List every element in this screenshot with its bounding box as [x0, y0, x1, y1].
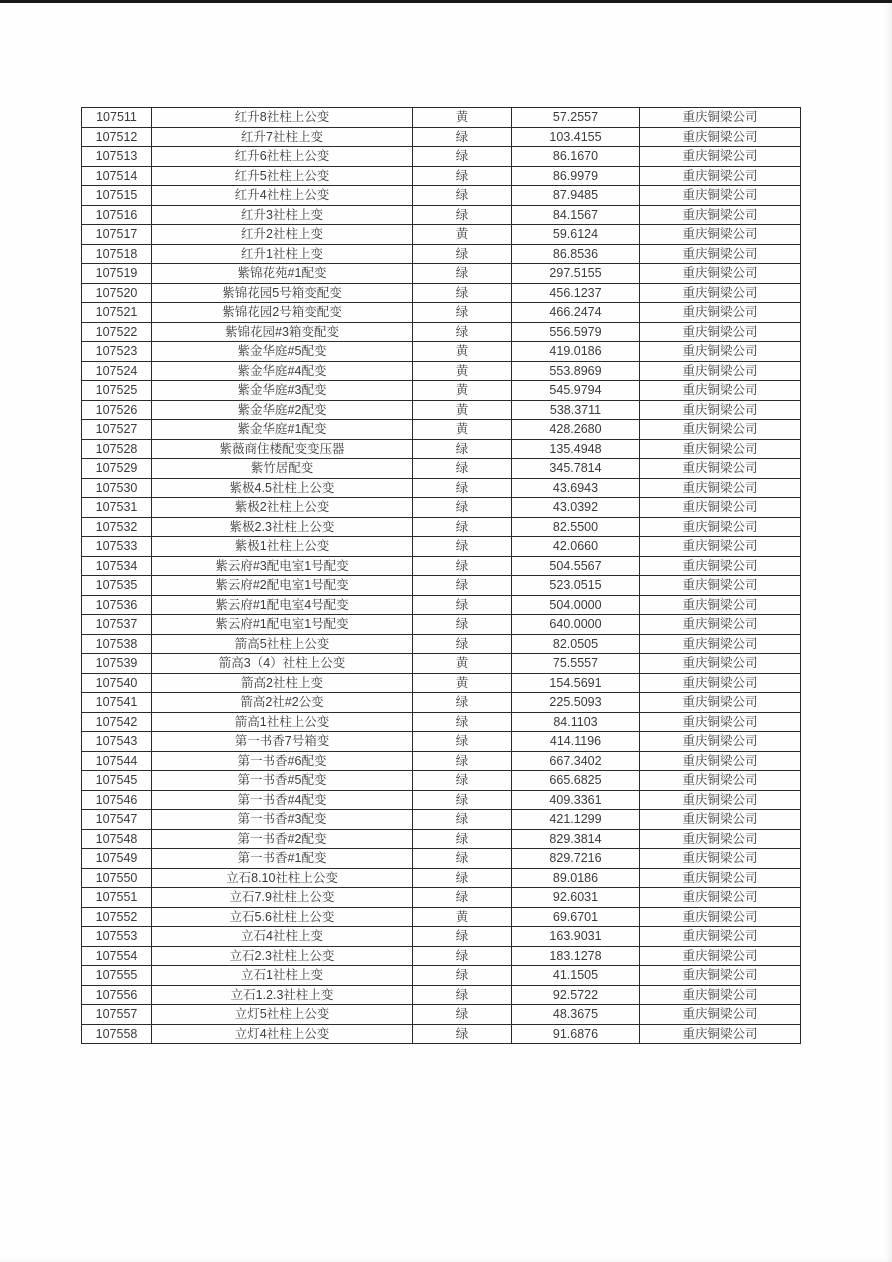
cell-status-flag: 绿: [413, 186, 512, 206]
cell-transformer-name: 紫云府#1配电室1号配变: [152, 615, 413, 635]
cell-transformer-name: 紫金华庭#2配变: [152, 400, 413, 420]
cell-load-value: 82.5500: [512, 517, 640, 537]
cell-transformer-name: 第一书香7号箱变: [152, 732, 413, 752]
cell-status-flag: 绿: [413, 595, 512, 615]
table-row: [82, 771, 801, 791]
cell-record-id: 107520: [82, 283, 152, 303]
cell-status-flag: 绿: [413, 576, 512, 596]
cell-company-name: 重庆铜梁公司: [640, 595, 801, 615]
cell-load-value: 92.6031: [512, 888, 640, 908]
table-row: [82, 225, 801, 245]
cell-company-name: 重庆铜梁公司: [640, 927, 801, 947]
table-row: [82, 868, 801, 888]
cell-load-value: 553.8969: [512, 361, 640, 381]
cell-record-id: 107530: [82, 478, 152, 498]
cell-load-value: 43.0392: [512, 498, 640, 518]
table-row: [82, 751, 801, 771]
table-row: [82, 381, 801, 401]
cell-status-flag: 绿: [413, 1024, 512, 1044]
table-row: [82, 615, 801, 635]
cell-record-id: 107549: [82, 849, 152, 869]
table-row: [82, 478, 801, 498]
cell-record-id: 107542: [82, 712, 152, 732]
cell-company-name: 重庆铜梁公司: [640, 537, 801, 557]
table-row: [82, 205, 801, 225]
cell-company-name: 重庆铜梁公司: [640, 205, 801, 225]
cell-load-value: 297.5155: [512, 264, 640, 284]
cell-record-id: 107547: [82, 810, 152, 830]
cell-load-value: 456.1237: [512, 283, 640, 303]
cell-company-name: 重庆铜梁公司: [640, 829, 801, 849]
cell-company-name: 重庆铜梁公司: [640, 478, 801, 498]
cell-status-flag: 绿: [413, 1005, 512, 1025]
cell-record-id: 107535: [82, 576, 152, 596]
cell-record-id: 107525: [82, 381, 152, 401]
cell-company-name: 重庆铜梁公司: [640, 342, 801, 362]
table-row: [82, 556, 801, 576]
cell-load-value: 92.5722: [512, 985, 640, 1005]
table-row: [82, 829, 801, 849]
cell-company-name: 重庆铜梁公司: [640, 888, 801, 908]
cell-company-name: 重庆铜梁公司: [640, 771, 801, 791]
cell-company-name: 重庆铜梁公司: [640, 673, 801, 693]
cell-load-value: 103.4155: [512, 127, 640, 147]
table-row: [82, 810, 801, 830]
cell-load-value: 135.4948: [512, 439, 640, 459]
cell-load-value: 345.7814: [512, 459, 640, 479]
transformer-records-table: [81, 107, 801, 1044]
cell-transformer-name: 红升4社柱上公变: [152, 186, 413, 206]
cell-record-id: 107519: [82, 264, 152, 284]
cell-status-flag: 黄: [413, 673, 512, 693]
cell-load-value: 42.0660: [512, 537, 640, 557]
table-row: [82, 186, 801, 206]
table-row: [82, 283, 801, 303]
cell-record-id: 107548: [82, 829, 152, 849]
cell-transformer-name: 箭高2社#2公变: [152, 693, 413, 713]
table-row: [82, 439, 801, 459]
cell-status-flag: 绿: [413, 946, 512, 966]
cell-company-name: 重庆铜梁公司: [640, 985, 801, 1005]
table-row: [82, 634, 801, 654]
cell-transformer-name: 紫薇商住楼配变变压器: [152, 439, 413, 459]
table-row: [82, 342, 801, 362]
cell-status-flag: 绿: [413, 849, 512, 869]
table-row: [82, 420, 801, 440]
cell-load-value: 409.3361: [512, 790, 640, 810]
cell-load-value: 43.6943: [512, 478, 640, 498]
cell-transformer-name: 立灯4社柱上公变: [152, 1024, 413, 1044]
cell-transformer-name: 紫金华庭#5配变: [152, 342, 413, 362]
cell-transformer-name: 立石4社柱上变: [152, 927, 413, 947]
cell-load-value: 225.5093: [512, 693, 640, 713]
cell-load-value: 545.9794: [512, 381, 640, 401]
table-row: [82, 576, 801, 596]
cell-transformer-name: 紫云府#3配电室1号配变: [152, 556, 413, 576]
cell-company-name: 重庆铜梁公司: [640, 186, 801, 206]
cell-load-value: 59.6124: [512, 225, 640, 245]
cell-transformer-name: 立灯5社柱上公变: [152, 1005, 413, 1025]
table-row: [82, 985, 801, 1005]
cell-record-id: 107537: [82, 615, 152, 635]
cell-company-name: 重庆铜梁公司: [640, 576, 801, 596]
cell-transformer-name: 第一书香#5配变: [152, 771, 413, 791]
cell-transformer-name: 紫极2社柱上公变: [152, 498, 413, 518]
cell-status-flag: 绿: [413, 283, 512, 303]
cell-company-name: 重庆铜梁公司: [640, 166, 801, 186]
cell-record-id: 107528: [82, 439, 152, 459]
cell-status-flag: 绿: [413, 264, 512, 284]
cell-company-name: 重庆铜梁公司: [640, 634, 801, 654]
table-row: [82, 244, 801, 264]
cell-transformer-name: 第一书香#2配变: [152, 829, 413, 849]
cell-record-id: 107554: [82, 946, 152, 966]
cell-status-flag: 绿: [413, 303, 512, 323]
cell-record-id: 107538: [82, 634, 152, 654]
cell-company-name: 重庆铜梁公司: [640, 946, 801, 966]
cell-load-value: 69.6701: [512, 907, 640, 927]
cell-record-id: 107550: [82, 868, 152, 888]
cell-load-value: 504.0000: [512, 595, 640, 615]
cell-status-flag: 绿: [413, 615, 512, 635]
cell-load-value: 829.7216: [512, 849, 640, 869]
cell-status-flag: 绿: [413, 459, 512, 479]
cell-status-flag: 绿: [413, 439, 512, 459]
cell-transformer-name: 紫锦花苑#1配变: [152, 264, 413, 284]
cell-transformer-name: 紫锦花园2号箱变配变: [152, 303, 413, 323]
table-row: [82, 966, 801, 986]
cell-load-value: 86.8536: [512, 244, 640, 264]
cell-transformer-name: 红升5社柱上公变: [152, 166, 413, 186]
table-row: [82, 303, 801, 323]
cell-load-value: 154.5691: [512, 673, 640, 693]
cell-load-value: 504.5567: [512, 556, 640, 576]
cell-status-flag: 绿: [413, 244, 512, 264]
cell-company-name: 重庆铜梁公司: [640, 654, 801, 674]
cell-transformer-name: 箭高3（4）社柱上公变: [152, 654, 413, 674]
cell-transformer-name: 立石8.10社柱上公变: [152, 868, 413, 888]
table-row: [82, 654, 801, 674]
cell-company-name: 重庆铜梁公司: [640, 108, 801, 128]
cell-status-flag: 绿: [413, 790, 512, 810]
cell-status-flag: 绿: [413, 517, 512, 537]
cell-record-id: 107534: [82, 556, 152, 576]
cell-load-value: 82.0505: [512, 634, 640, 654]
cell-record-id: 107531: [82, 498, 152, 518]
cell-transformer-name: 紫锦花园#3箱变配变: [152, 322, 413, 342]
table-row: [82, 693, 801, 713]
cell-record-id: 107553: [82, 927, 152, 947]
cell-record-id: 107515: [82, 186, 152, 206]
cell-load-value: 57.2557: [512, 108, 640, 128]
cell-company-name: 重庆铜梁公司: [640, 147, 801, 167]
cell-load-value: 75.5557: [512, 654, 640, 674]
cell-status-flag: 绿: [413, 888, 512, 908]
cell-status-flag: 黄: [413, 108, 512, 128]
cell-status-flag: 绿: [413, 127, 512, 147]
cell-record-id: 107545: [82, 771, 152, 791]
cell-status-flag: 绿: [413, 829, 512, 849]
cell-load-value: 163.9031: [512, 927, 640, 947]
cell-company-name: 重庆铜梁公司: [640, 966, 801, 986]
cell-load-value: 419.0186: [512, 342, 640, 362]
cell-company-name: 重庆铜梁公司: [640, 439, 801, 459]
table-row: [82, 1005, 801, 1025]
cell-status-flag: 绿: [413, 732, 512, 752]
cell-record-id: 107511: [82, 108, 152, 128]
cell-transformer-name: 立石1.2.3社柱上变: [152, 985, 413, 1005]
cell-company-name: 重庆铜梁公司: [640, 615, 801, 635]
cell-record-id: 107544: [82, 751, 152, 771]
cell-status-flag: 绿: [413, 498, 512, 518]
cell-transformer-name: 紫极2.3社柱上公变: [152, 517, 413, 537]
cell-transformer-name: 箭高2社柱上变: [152, 673, 413, 693]
cell-load-value: 91.6876: [512, 1024, 640, 1044]
cell-status-flag: 绿: [413, 712, 512, 732]
cell-transformer-name: 第一书香#6配变: [152, 751, 413, 771]
table-row: [82, 712, 801, 732]
cell-record-id: 107546: [82, 790, 152, 810]
cell-company-name: 重庆铜梁公司: [640, 400, 801, 420]
cell-record-id: 107516: [82, 205, 152, 225]
cell-record-id: 107557: [82, 1005, 152, 1025]
cell-load-value: 667.3402: [512, 751, 640, 771]
cell-status-flag: 绿: [413, 147, 512, 167]
table-row: [82, 147, 801, 167]
cell-transformer-name: 红升6社柱上公变: [152, 147, 413, 167]
cell-status-flag: 黄: [413, 420, 512, 440]
cell-record-id: 107517: [82, 225, 152, 245]
cell-transformer-name: 红升7社柱上变: [152, 127, 413, 147]
cell-load-value: 183.1278: [512, 946, 640, 966]
cell-transformer-name: 红升2社柱上变: [152, 225, 413, 245]
table-row: [82, 1024, 801, 1044]
page-top-edge-bar: [0, 0, 892, 3]
cell-record-id: 107523: [82, 342, 152, 362]
cell-record-id: 107551: [82, 888, 152, 908]
cell-load-value: 84.1103: [512, 712, 640, 732]
cell-load-value: 86.1670: [512, 147, 640, 167]
cell-record-id: 107536: [82, 595, 152, 615]
cell-status-flag: 黄: [413, 225, 512, 245]
table-row: [82, 127, 801, 147]
cell-record-id: 107552: [82, 907, 152, 927]
cell-record-id: 107556: [82, 985, 152, 1005]
cell-transformer-name: 紫锦花园5号箱变配变: [152, 283, 413, 303]
cell-transformer-name: 立石1社柱上变: [152, 966, 413, 986]
cell-load-value: 665.6825: [512, 771, 640, 791]
cell-company-name: 重庆铜梁公司: [640, 732, 801, 752]
cell-record-id: 107558: [82, 1024, 152, 1044]
cell-transformer-name: 紫金华庭#3配变: [152, 381, 413, 401]
table-row: [82, 732, 801, 752]
cell-status-flag: 绿: [413, 166, 512, 186]
cell-status-flag: 绿: [413, 634, 512, 654]
cell-status-flag: 绿: [413, 322, 512, 342]
cell-record-id: 107513: [82, 147, 152, 167]
cell-record-id: 107529: [82, 459, 152, 479]
cell-transformer-name: 红升1社柱上变: [152, 244, 413, 264]
cell-company-name: 重庆铜梁公司: [640, 556, 801, 576]
cell-record-id: 107540: [82, 673, 152, 693]
table-row: [82, 322, 801, 342]
cell-company-name: 重庆铜梁公司: [640, 517, 801, 537]
cell-load-value: 414.1196: [512, 732, 640, 752]
cell-transformer-name: 红升3社柱上变: [152, 205, 413, 225]
cell-transformer-name: 紫金华庭#4配变: [152, 361, 413, 381]
table-row: [82, 108, 801, 128]
cell-company-name: 重庆铜梁公司: [640, 127, 801, 147]
cell-status-flag: 绿: [413, 751, 512, 771]
table-row: [82, 166, 801, 186]
cell-company-name: 重庆铜梁公司: [640, 868, 801, 888]
table-row: [82, 907, 801, 927]
table-row: [82, 498, 801, 518]
cell-company-name: 重庆铜梁公司: [640, 361, 801, 381]
cell-status-flag: 绿: [413, 537, 512, 557]
cell-company-name: 重庆铜梁公司: [640, 244, 801, 264]
cell-load-value: 89.0186: [512, 868, 640, 888]
cell-transformer-name: 立石5.6社柱上公变: [152, 907, 413, 927]
cell-load-value: 829.3814: [512, 829, 640, 849]
cell-load-value: 41.1505: [512, 966, 640, 986]
cell-record-id: 107514: [82, 166, 152, 186]
cell-status-flag: 绿: [413, 868, 512, 888]
cell-company-name: 重庆铜梁公司: [640, 420, 801, 440]
cell-status-flag: 黄: [413, 907, 512, 927]
cell-company-name: 重庆铜梁公司: [640, 303, 801, 323]
cell-record-id: 107539: [82, 654, 152, 674]
cell-transformer-name: 第一书香#3配变: [152, 810, 413, 830]
table-row: [82, 517, 801, 537]
cell-load-value: 86.9979: [512, 166, 640, 186]
cell-transformer-name: 箭高5社柱上公变: [152, 634, 413, 654]
cell-company-name: 重庆铜梁公司: [640, 322, 801, 342]
cell-load-value: 421.1299: [512, 810, 640, 830]
table-row: [82, 946, 801, 966]
cell-company-name: 重庆铜梁公司: [640, 849, 801, 869]
cell-transformer-name: 紫金华庭#1配变: [152, 420, 413, 440]
cell-status-flag: 绿: [413, 927, 512, 947]
cell-status-flag: 绿: [413, 966, 512, 986]
cell-record-id: 107533: [82, 537, 152, 557]
cell-load-value: 48.3675: [512, 1005, 640, 1025]
cell-status-flag: 黄: [413, 361, 512, 381]
cell-transformer-name: 立石7.9社柱上公变: [152, 888, 413, 908]
cell-record-id: 107512: [82, 127, 152, 147]
cell-transformer-name: 紫云府#1配电室4号配变: [152, 595, 413, 615]
cell-company-name: 重庆铜梁公司: [640, 693, 801, 713]
cell-transformer-name: 立石2.3社柱上公变: [152, 946, 413, 966]
cell-status-flag: 绿: [413, 771, 512, 791]
cell-company-name: 重庆铜梁公司: [640, 751, 801, 771]
cell-transformer-name: 紫极4.5社柱上公变: [152, 478, 413, 498]
cell-load-value: 84.1567: [512, 205, 640, 225]
cell-status-flag: 绿: [413, 810, 512, 830]
cell-status-flag: 绿: [413, 205, 512, 225]
table-row: [82, 673, 801, 693]
cell-status-flag: 绿: [413, 556, 512, 576]
cell-load-value: 538.3711: [512, 400, 640, 420]
cell-transformer-name: 红升8社柱上公变: [152, 108, 413, 128]
cell-company-name: 重庆铜梁公司: [640, 225, 801, 245]
cell-status-flag: 绿: [413, 985, 512, 1005]
cell-record-id: 107524: [82, 361, 152, 381]
cell-record-id: 107527: [82, 420, 152, 440]
cell-company-name: 重庆铜梁公司: [640, 712, 801, 732]
cell-record-id: 107526: [82, 400, 152, 420]
cell-load-value: 640.0000: [512, 615, 640, 635]
cell-record-id: 107521: [82, 303, 152, 323]
cell-status-flag: 绿: [413, 693, 512, 713]
table-row: [82, 361, 801, 381]
cell-status-flag: 黄: [413, 654, 512, 674]
cell-transformer-name: 紫竹居配变: [152, 459, 413, 479]
table-row: [82, 264, 801, 284]
cell-company-name: 重庆铜梁公司: [640, 264, 801, 284]
cell-load-value: 523.0515: [512, 576, 640, 596]
cell-transformer-name: 紫云府#2配电室1号配变: [152, 576, 413, 596]
cell-record-id: 107518: [82, 244, 152, 264]
table-row: [82, 400, 801, 420]
cell-company-name: 重庆铜梁公司: [640, 381, 801, 401]
cell-company-name: 重庆铜梁公司: [640, 498, 801, 518]
cell-load-value: 556.5979: [512, 322, 640, 342]
cell-status-flag: 黄: [413, 400, 512, 420]
cell-load-value: 428.2680: [512, 420, 640, 440]
table-row: [82, 888, 801, 908]
cell-status-flag: 黄: [413, 342, 512, 362]
cell-load-value: 87.9485: [512, 186, 640, 206]
cell-company-name: 重庆铜梁公司: [640, 790, 801, 810]
table-row: [82, 537, 801, 557]
cell-record-id: 107532: [82, 517, 152, 537]
cell-record-id: 107522: [82, 322, 152, 342]
cell-company-name: 重庆铜梁公司: [640, 459, 801, 479]
cell-transformer-name: 第一书香#4配变: [152, 790, 413, 810]
cell-record-id: 107555: [82, 966, 152, 986]
cell-transformer-name: 第一书香#1配变: [152, 849, 413, 869]
table-row: [82, 790, 801, 810]
table-row: [82, 927, 801, 947]
cell-transformer-name: 紫极1社柱上公变: [152, 537, 413, 557]
cell-company-name: 重庆铜梁公司: [640, 1005, 801, 1025]
cell-company-name: 重庆铜梁公司: [640, 810, 801, 830]
cell-record-id: 107541: [82, 693, 152, 713]
cell-company-name: 重庆铜梁公司: [640, 1024, 801, 1044]
cell-company-name: 重庆铜梁公司: [640, 283, 801, 303]
cell-status-flag: 黄: [413, 381, 512, 401]
cell-status-flag: 绿: [413, 478, 512, 498]
cell-company-name: 重庆铜梁公司: [640, 907, 801, 927]
cell-record-id: 107543: [82, 732, 152, 752]
table-row: [82, 849, 801, 869]
table-row: [82, 595, 801, 615]
cell-load-value: 466.2474: [512, 303, 640, 323]
cell-transformer-name: 箭高1社柱上公变: [152, 712, 413, 732]
table-row: [82, 459, 801, 479]
